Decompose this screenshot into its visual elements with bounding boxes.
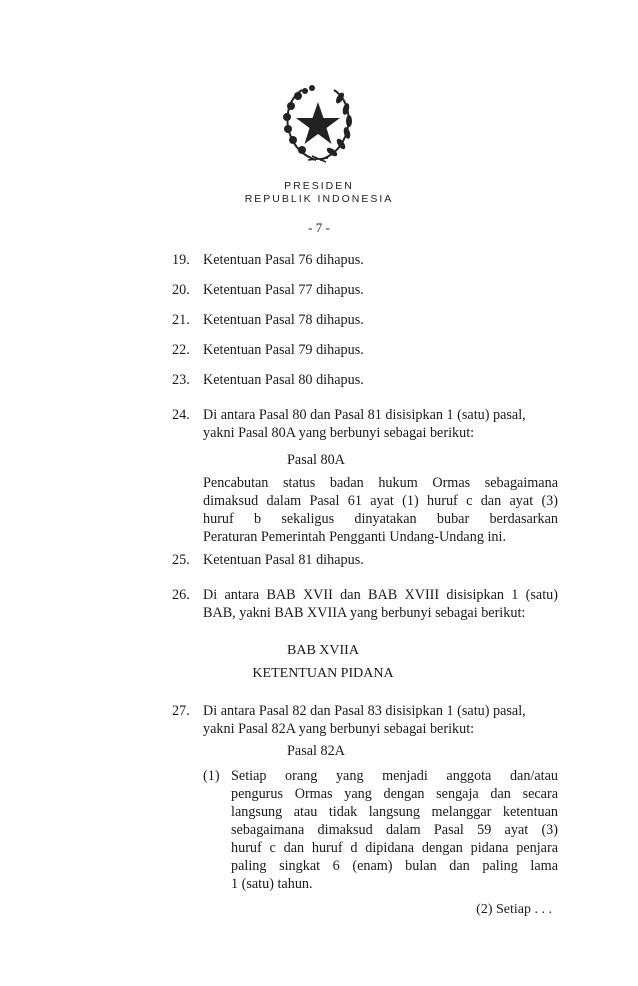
ayat-line: paling singkat 6 (enam) bulan dan paling lama [231,858,558,874]
item-text-line: yakni Pasal 82A yang berbunyi sebagai berikut: [203,721,475,737]
item-number: 25. [172,552,190,568]
item-number: 26. [172,587,190,603]
item-number: 22. [172,342,190,358]
ayat-line: 1 (satu) tahun. [231,876,313,892]
item-number: 20. [172,282,190,298]
item-text: Ketentuan Pasal 78 dihapus. [203,312,364,328]
item-text-line: yakni Pasal 80A yang berbunyi sebagai berikut: [203,425,475,441]
header-presiden: PRESIDEN [284,180,354,192]
ayat-line: langsung atau tidak langsung melanggar ketentuan [231,804,558,820]
item-text: Ketentuan Pasal 77 dihapus. [203,282,364,298]
item-number: 27. [172,703,190,719]
ayat-number: (1) [203,768,220,784]
continuation-footer: (2) Setiap . . . [476,902,552,917]
item-text-line: BAB, yakni BAB XVIIA yang berbunyi sebagai berikut: [203,605,526,621]
bab-xviia-subtitle: KETENTUAN PIDANA [252,666,394,681]
pasal-80a-title: Pasal 80A [287,452,345,468]
ayat-line: huruf c dan huruf d dipidana dengan pidana penjara [231,840,558,856]
item-text-line: Di antara Pasal 80 dan Pasal 81 disisipkan 1 (satu) pasal, [203,407,526,423]
garuda-star-emblem [272,82,364,164]
item-text: Ketentuan Pasal 80 dihapus. [203,372,364,388]
item-text: Ketentuan Pasal 76 dihapus. [203,252,364,268]
bab-xviia-title: BAB XVIIA [287,643,359,658]
item-number: 19. [172,252,190,268]
pasal-80a-line: dimaksud dalam Pasal 61 ayat (1) huruf c dan ayat (3) [203,493,558,509]
pasal-82a-title: Pasal 82A [287,743,345,759]
item-text: Ketentuan Pasal 81 dihapus. [203,552,364,568]
pasal-80a-line: Pencabutan status badan hukum Ormas sebagaimana [203,475,558,491]
item-text-line: Di antara BAB XVII dan BAB XVIII disisipkan 1 (satu) [203,587,558,603]
item-text-line: Di antara Pasal 82 dan Pasal 83 disisipkan 1 (satu) pasal, [203,703,526,719]
ayat-line: pengurus Ormas yang dengan sengaja dan secara [231,786,558,802]
ayat-line: Setiap orang yang menjadi anggota dan/atau [231,768,558,784]
item-number: 21. [172,312,190,328]
item-number: 24. [172,407,190,423]
ayat-line: sebagaimana dimaksud dalam Pasal 59 ayat (3) [231,822,558,838]
item-number: 23. [172,372,190,388]
header-republik-indonesia: REPUBLIK INDONESIA [244,193,394,205]
page-number: - 7 - [308,220,330,235]
item-text: Ketentuan Pasal 79 dihapus. [203,342,364,358]
pasal-80a-line: Peraturan Pemerintah Pengganti Undang-Undang ini. [203,529,506,545]
pasal-80a-line: huruf b sekaligus dinyatakan bubar berdasarkan [203,511,558,527]
